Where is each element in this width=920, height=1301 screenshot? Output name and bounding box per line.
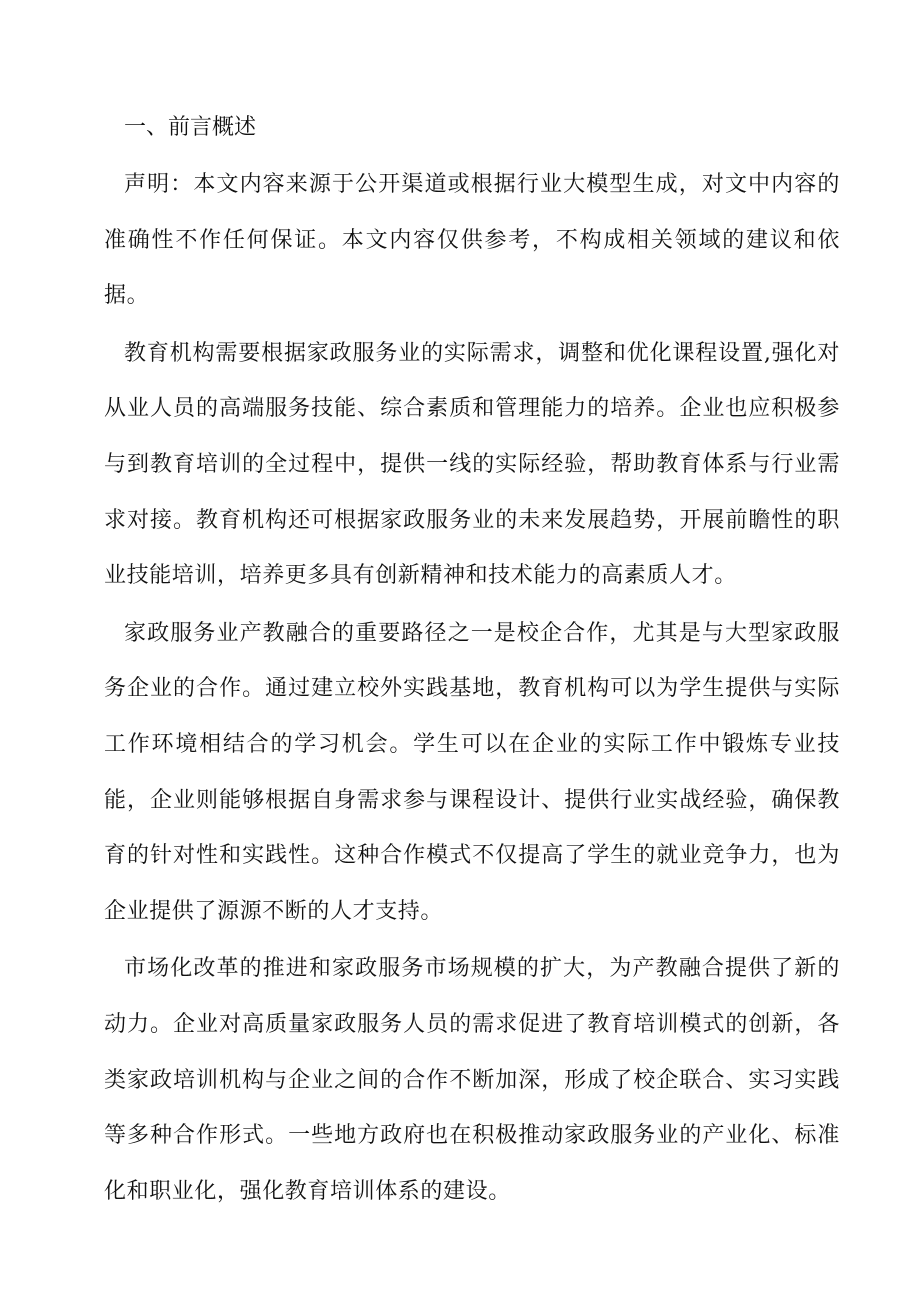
document-body <box>104 100 840 1221</box>
section-heading: 一、前言概述 <box>124 115 257 140</box>
body-paragraph-3: 市场化改革的推进和家政服务市场规模的扩大，为产教融合提供了新的动力。企业对高质量家政服务人员的需求促进了教育培训模式的创新，各类家政培训机构与企业之间的合作不断加深，形成了校企联合、实习实践等多种合作形式。一些地方政府也在积极推动家政服务业的产业化、标准化和职业化，强化教育培训体系的建设。 <box>104 956 840 1204</box>
body-paragraph-2: 家政服务业产教融合的重要路径之一是校企合作，尤其是与大型家政服务企业的合作。通过建立校外实践基地，教育机构可以为学生提供与实际工作环境相结合的学习机会。学生可以在企业的实际工作中锻炼专业技能，企业则能够根据自身需求参与课程设计、提供行业实战经验，确保教育的针对性和实践性。这种合作模式不仅提高了学生的就业竞争力，也为企业提供了源源不断的人才支持。 <box>104 620 840 924</box>
disclaimer-paragraph: 声明：本文内容来源于公开渠道或根据行业大模型生成，对文中内容的准确性不作任何保证。本文内容仅供参考，不构成相关领域的建议和依据。 <box>104 172 840 309</box>
body-paragraph-1: 教育机构需要根据家政服务业的实际需求，调整和优化课程设置,强化对从业人员的高端服务技能、综合素质和管理能力的培养。企业也应积极参与到教育培训的全过程中，提供一线的实际经验，帮助教育体系与行业需求对接。教育机构还可根据家政服务业的未来发展趋势，开展前瞻性的职业技能培训，培养更多具有创新精神和技术能力的高素质人才。 <box>104 340 840 589</box>
